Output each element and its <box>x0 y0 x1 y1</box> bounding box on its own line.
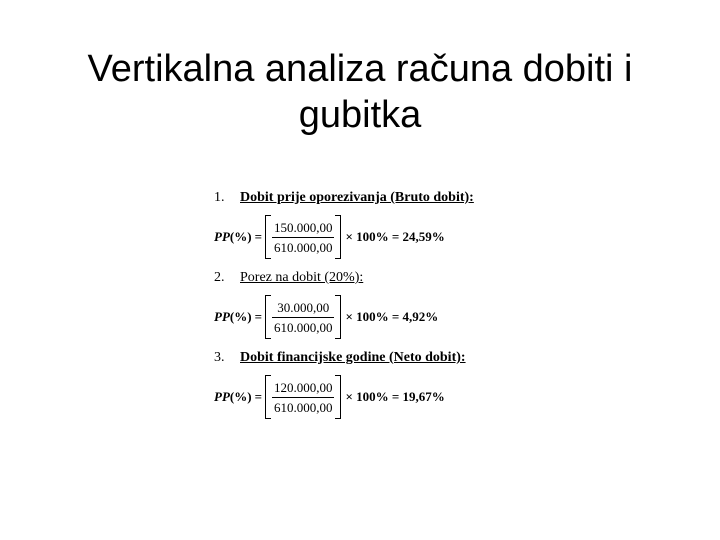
denominator: 610.000,00 <box>273 239 333 255</box>
pp-percent: (%) <box>229 389 252 404</box>
numerator: 120.000,00 <box>273 379 333 395</box>
formula-item-1 <box>214 190 514 260</box>
slide-title: Vertikalna analiza računa dobiti i gubitka <box>87 48 633 136</box>
pp-symbol: PP <box>214 389 230 404</box>
result: × 100% = 19,67% <box>345 389 445 404</box>
formula <box>214 374 514 420</box>
pp-symbol: PP <box>214 309 230 324</box>
numerator: 30.000,00 <box>277 299 330 315</box>
denominator: 610.000,00 <box>273 399 333 415</box>
bracket <box>265 295 342 339</box>
item-number: 2. <box>214 270 225 285</box>
formula <box>214 214 514 260</box>
item-label: Dobit financijske godine (Neto dobit): <box>240 350 466 365</box>
formula-item-3 <box>214 350 514 420</box>
fraction <box>272 380 335 415</box>
item-heading <box>214 270 514 290</box>
item-label: Dobit prije oporezivanja (Bruto dobit): <box>240 190 474 205</box>
result: × 100% = 4,92% <box>345 309 439 324</box>
formula-item-2 <box>214 270 514 340</box>
equals-sign: = <box>254 389 262 404</box>
result: × 100% = 24,59% <box>345 229 445 244</box>
pp-percent: (%) <box>229 229 252 244</box>
denominator: 610.000,00 <box>273 319 333 335</box>
equals-sign: = <box>254 229 262 244</box>
item-number: 3. <box>214 350 225 365</box>
bracket <box>265 215 342 259</box>
pp-symbol: PP <box>214 229 230 244</box>
formula <box>214 294 514 340</box>
bracket <box>265 375 342 419</box>
item-heading <box>214 190 514 210</box>
equals-sign: = <box>254 309 262 324</box>
item-number: 1. <box>214 190 225 205</box>
fraction <box>272 220 335 255</box>
pp-percent: (%) <box>229 309 252 324</box>
numerator: 150.000,00 <box>273 219 333 235</box>
fraction <box>272 300 335 335</box>
item-heading <box>214 350 514 370</box>
formula-list <box>214 190 514 420</box>
item-label: Porez na dobit (20%): <box>240 270 364 285</box>
